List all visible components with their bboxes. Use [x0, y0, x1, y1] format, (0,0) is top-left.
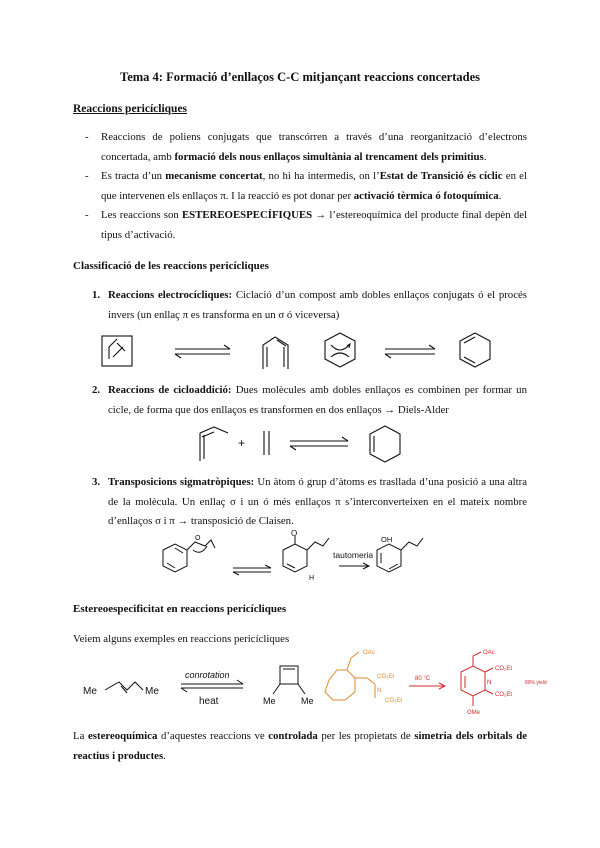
product-drawing — [461, 652, 493, 706]
me-label-product-left: Me — [263, 696, 276, 706]
product-co2et-2: CO₂Et — [495, 692, 512, 698]
allyl-phenyl-ether-drawing — [163, 540, 215, 572]
boxed-diene-drawing — [102, 336, 132, 366]
plus-sign: + — [238, 436, 246, 450]
bullet-item-1: - Reaccions de poliens conjugats que transcórren a través d’una reorganització d’electrons concertada, amb formació dels nous enllaços simultània al trencament dels primitius. — [85, 131, 527, 163]
thermal-arrow — [409, 683, 445, 689]
tautomeria-arrow — [339, 563, 369, 569]
page-title: Tema 4: Formació d’enllaços C-C mitjançant reaccions concertades — [120, 70, 480, 84]
numbered-item-1: 1. Reaccions electrocícliques: Ciclació d’un compost amb dobles enllaços conjugats ó el procés invers (un enllaç π es transforma en un σ ó viceversa) — [92, 289, 527, 321]
section-heading-stereospecificity: Estereoespecificitat en reaccions pericícliques — [73, 603, 287, 615]
temperature-label: 80 °C — [415, 676, 431, 682]
bullet-item-2: - Es tracta d’un mecanisme concertat, no hi ha intermedis, on l’Estat de Transició és cíclic en el que intervenen els enllaços π. I la reacció es pot donar per activació tèrmica ó fotoquímica. — [85, 170, 527, 202]
me-label-left: Me — [83, 686, 97, 697]
product-oac-label: OAc — [483, 650, 495, 656]
dienophile-drawing — [264, 431, 269, 455]
me-label-product-right: Me — [301, 696, 314, 706]
cyclobutene-drawing — [273, 666, 305, 694]
claisen-scheme — [145, 528, 445, 598]
ketone-oxygen-label: O — [291, 529, 298, 538]
equilibrium-arrow-1 — [175, 345, 230, 358]
substrate-n-label: N — [377, 688, 382, 694]
cyclic-transition-state-drawing — [325, 333, 355, 367]
diene-drawing — [200, 427, 228, 461]
substrate-co2et-2: CO₂Et — [385, 698, 402, 704]
bullet-item-3: - Les reaccions son ESTEREOESPECÍFIQUES → l’estereoquímica del producte final depèn del tipus d’activació. — [85, 209, 528, 241]
diels-alder-scheme — [190, 423, 430, 469]
product-n-label: N — [487, 680, 492, 686]
dienone-intermediate-drawing — [283, 536, 329, 572]
numbered-item-3: 3. Transposicions sigmatròpiques: Un àtom ó grup d’àtoms es trasllada d’una posició a una altra de la molècula. Un enllaç σ i un ó més enllaços π s’interconverteixen en el mateix nombre d’enllaços σ i π → transposició de Claisen. — [92, 476, 527, 527]
conrotation-label: conrotation — [185, 670, 230, 680]
heat-label: heat — [199, 696, 219, 707]
hydroxyl-label: OH — [381, 535, 393, 544]
hexatriene-drawing — [263, 337, 288, 369]
stereospecificity-scheme — [75, 648, 560, 718]
yield-label: 89% yield — [525, 680, 547, 686]
product-ome-label: OMe — [467, 710, 481, 716]
equilibrium-arrow-2 — [385, 345, 435, 358]
product-co2et-1: CO₂Et — [495, 666, 512, 672]
numbered-item-2: 2. Reaccions de cicloaddició: Dues molècules amb dobles enllaços es combinen per formar un cicle, de forma que dos enllaços es transformen en dos enllaços → Diels-Alder — [92, 384, 527, 416]
equilibrium-arrow-3 — [233, 565, 271, 575]
section-heading-classification: Classificació de les reaccions pericícliques — [73, 260, 269, 272]
intro-text: Veiem alguns exemples en reaccions pericícliques — [73, 633, 290, 645]
substrate-oac-label: OAc — [363, 650, 375, 656]
me-label-right: Me — [145, 686, 159, 697]
electrocyclic-scheme — [95, 325, 535, 385]
hexadiene-drawing — [105, 682, 143, 693]
substrate-drawing — [325, 652, 375, 700]
conrotation-arrow — [181, 680, 243, 692]
reaction-arrow-2 — [290, 437, 348, 450]
oxygen-label: O — [195, 535, 201, 542]
hydrogen-label: H — [309, 575, 315, 582]
closing-paragraph: La estereoquímica d’aquestes reaccions ve controlada per les propietats de simetria dels orbitals de reactius i productes. — [73, 730, 527, 762]
section-heading-pericyclic: Reaccions pericícliques — [73, 103, 188, 115]
substrate-co2et-1: CO₂Et — [377, 674, 394, 680]
tautomeria-label: tautomeria — [333, 550, 374, 560]
bullet-list — [85, 128, 527, 245]
cyclohexene-drawing — [370, 426, 400, 462]
cyclohexadiene-drawing — [460, 333, 490, 367]
